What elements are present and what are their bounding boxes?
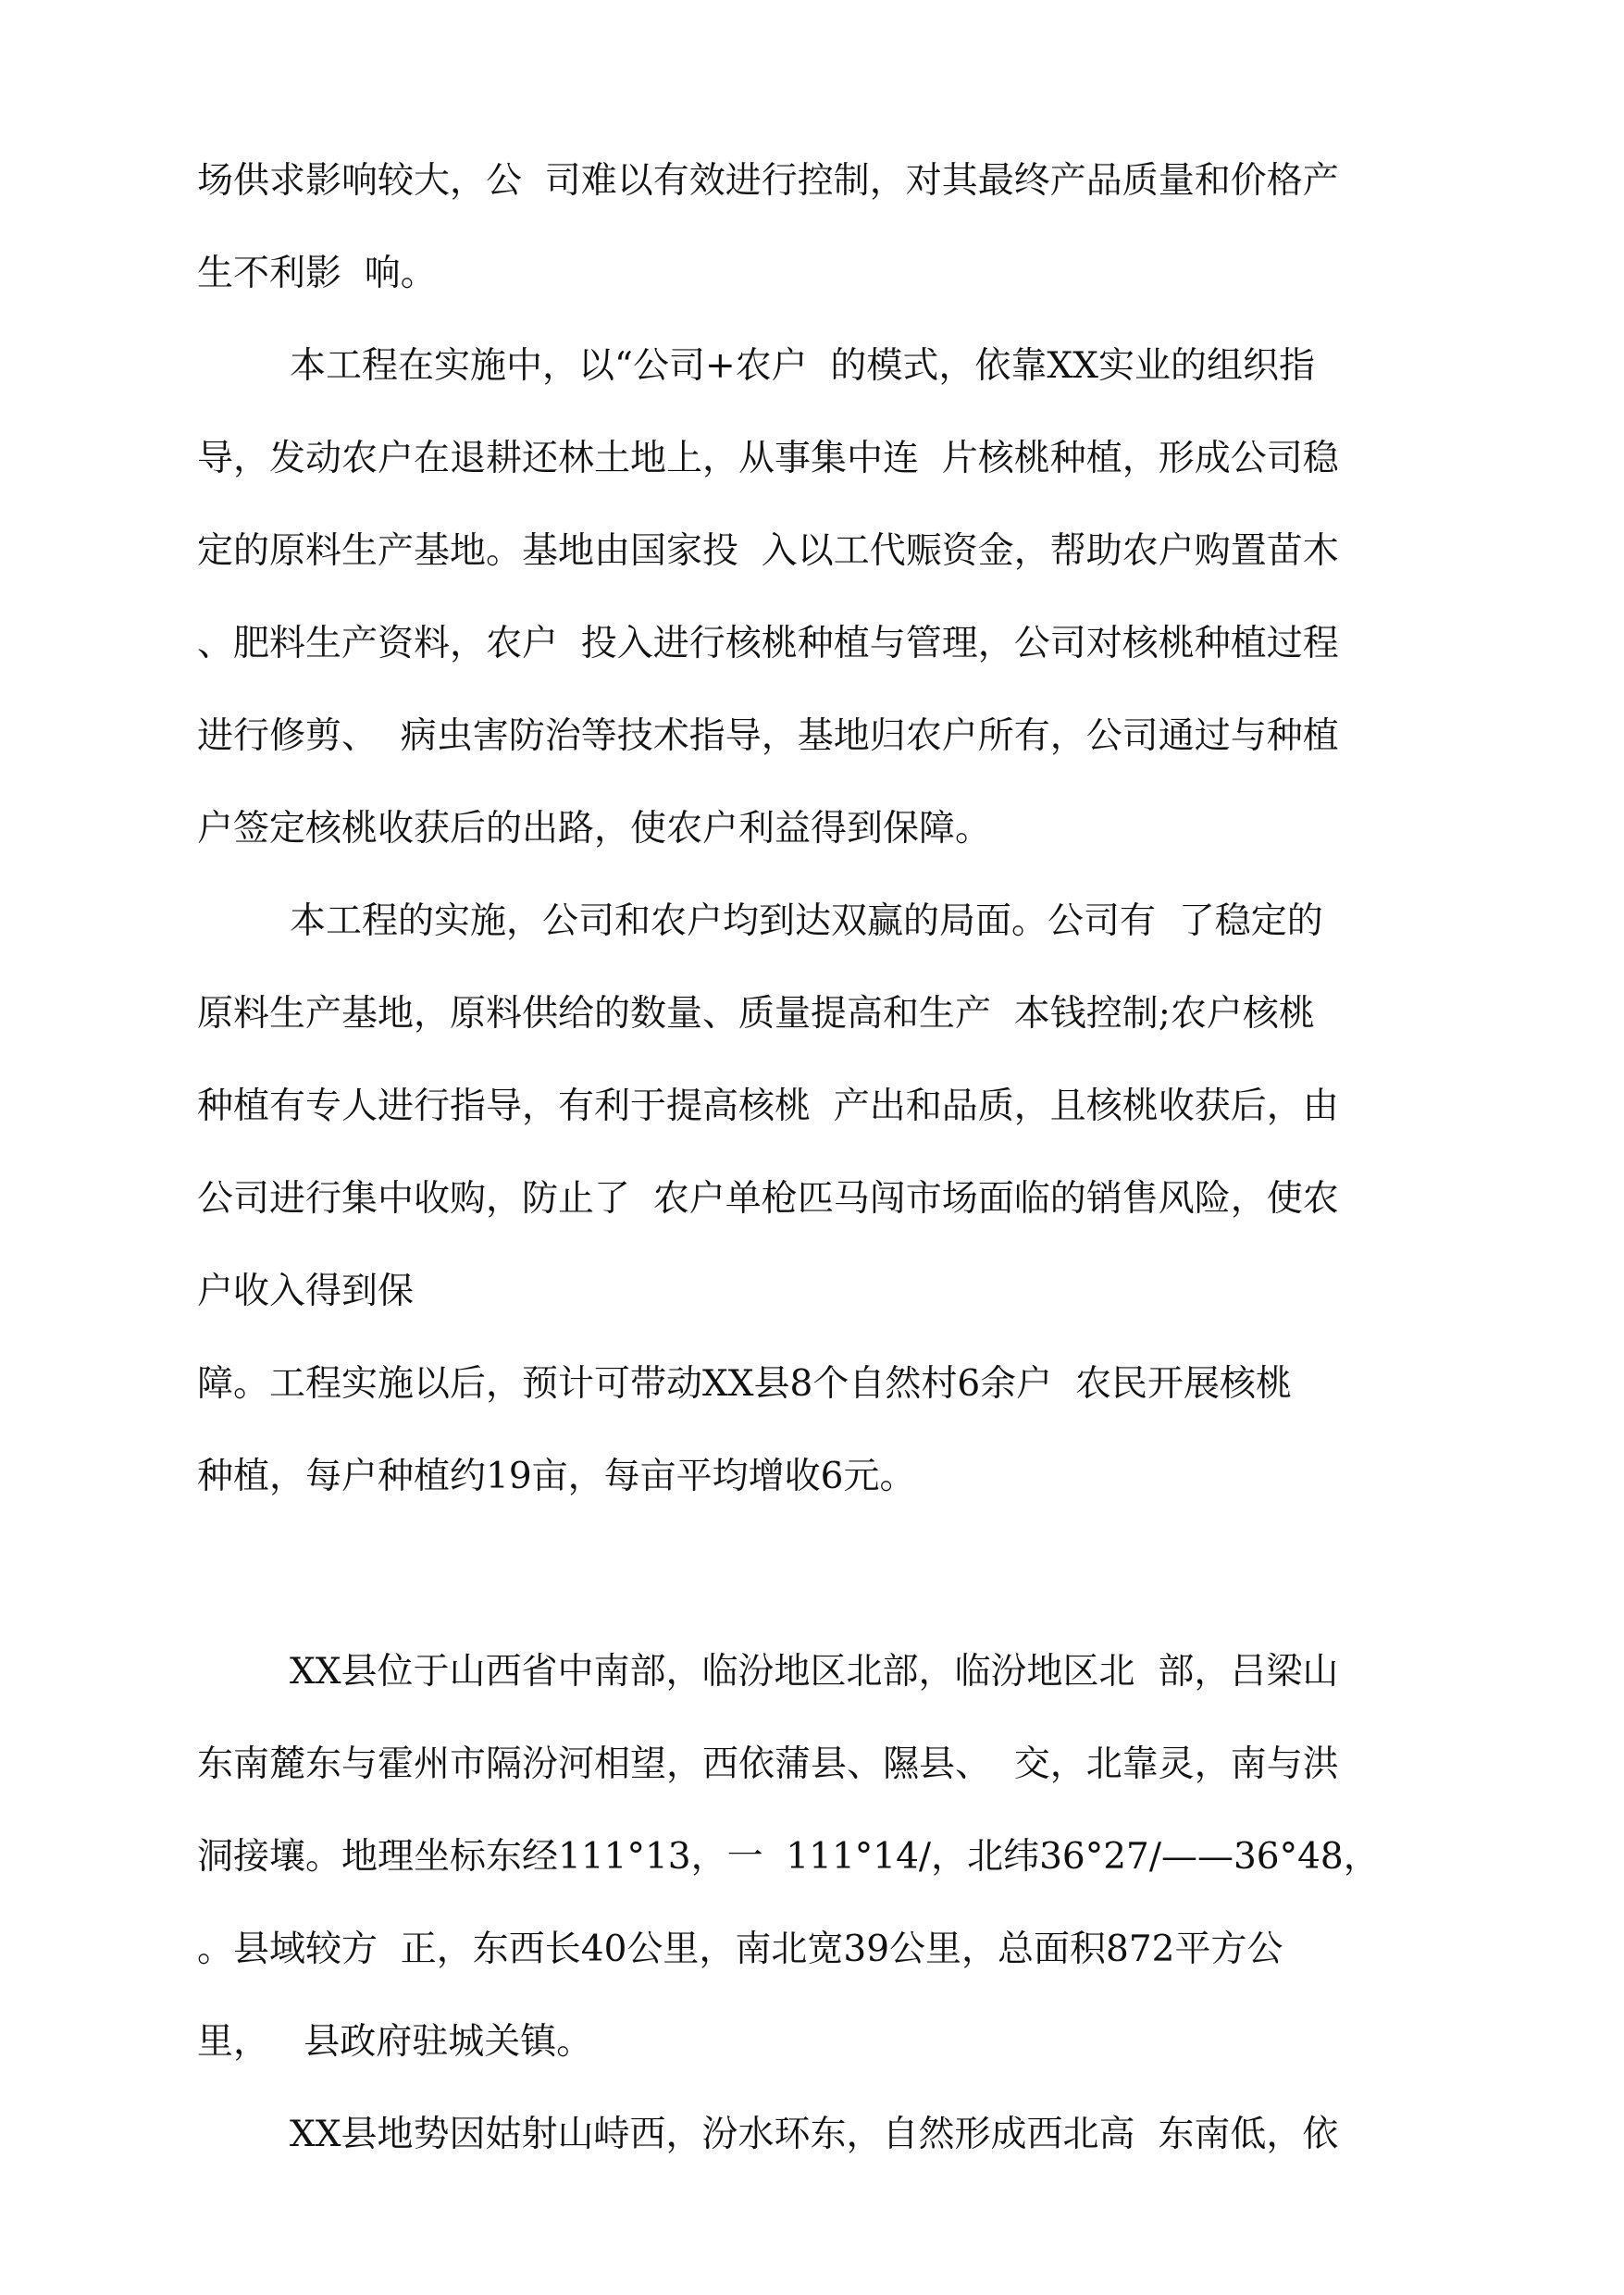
paragraph-4-line-1: XX县位于山西省中南部，临汾地区北部，临汾地区北 部，吕梁山 <box>290 1651 1339 1693</box>
paragraph-3-line-4: 公司进行集中收购，防止了 农户单枪匹马闯市场面临的销售风险，使农 <box>197 1178 1339 1220</box>
paragraph-3-line-2: 原料生产基地，原料供给的数量、质量提高和生产 本钱控制;农户核桃 <box>197 993 1315 1035</box>
paragraph-1-line-1: 场供求影响较大，公 司难以有效进行控制，对其最终产品质量和价格产 <box>197 160 1339 202</box>
paragraph-3-line-3: 种植有专人进行指导，有利于提高核桃 产出和品质，且核桃收获后，由 <box>197 1085 1339 1127</box>
paragraph-3-line-6: 障。工程实施以后，预计可带动XX县8个自然村6余户 农民开展核桃 <box>197 1363 1292 1405</box>
paragraph-3-line-5: 户收入得到保 <box>197 1271 415 1312</box>
paragraph-2-line-5: 进行修剪、 病虫害防治等技术指导，基地归农户所有，公司通过与种植 <box>197 715 1339 757</box>
paragraph-4-line-2: 东南麓东与霍州市隔汾河相望，西依蒲县、隰县、 交，北靠灵，南与洪 <box>197 1743 1339 1785</box>
paragraph-4-line-5: 里， 县政府驻城关镇。 <box>197 2021 593 2063</box>
paragraph-4-line-4: 。县域较方 正，东西长40公里，南北宽39公里，总面积872平方公 <box>197 1929 1283 1970</box>
paragraph-1-line-2: 生不利影 响。 <box>197 253 437 294</box>
paragraph-2-line-3: 定的原料生产基地。基地由国家投 入以工代赈资金，帮助农户购置苗木 <box>197 530 1339 572</box>
paragraph-3-line-7: 种植，每户种植约19亩，每亩平均增收6元。 <box>197 1456 916 1497</box>
paragraph-2-line-1: 本工程在实施中，以“公司+农户 的模式，依靠XX实业的组织指 <box>290 345 1315 387</box>
paragraph-3-line-1: 本工程的实施，公司和农户均到达双赢的局面。公司有 了稳定的 <box>290 900 1323 942</box>
paragraph-4-line-3: 洞接壤。地理坐标东经111°13，一 111°14/，北纬36°27/——36°48， <box>197 1836 1380 1878</box>
paragraph-2-line-2: 导，发动农户在退耕还林土地上，从事集中连 片核桃种植，形成公司稳 <box>197 438 1339 479</box>
paragraph-2-line-6: 户签定核桃收获后的出路，使农户利益得到保障。 <box>197 808 992 850</box>
paragraph-5-line-1: XX县地势因姑射山峙西，汾水环东，自然形成西北高 东南低，依 <box>290 2114 1339 2155</box>
paragraph-2-line-4: 、肥料生产资料，农户 投入进行核桃种植与管理，公司对核桃种植过程 <box>197 623 1339 664</box>
